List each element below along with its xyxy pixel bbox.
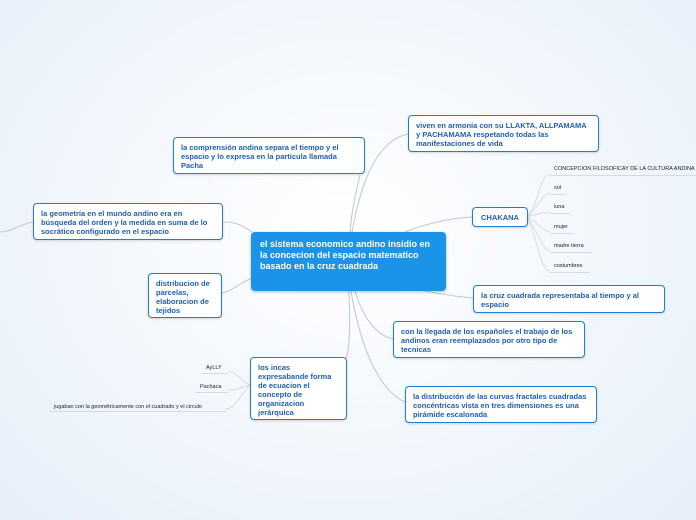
topic-distribucion-text: distribucion de parcelas, elaboracion de tejidos [156,279,210,315]
topic-cruz[interactable] [473,285,665,313]
topic-llakta-text: viven en armonía con su LLAKTA, ALLPAMAMA y PACHAMAMA respetando todas las manifestaciones de vida [416,121,587,148]
central-topic[interactable] [251,232,446,291]
topic-espanoles-text: con la llegada de los españoles el trabajo de los andinos eran reemplazados por otro tipo de tecnicas [401,327,573,354]
link-geometria-stub [0,222,33,232]
central-topic-text: el sistema economico andino insidio en la concecion del espacio matematico basado en la cruz cuadrada [260,239,431,271]
leaf-text: costumbres [554,263,583,269]
topic-comprension-text: la comprensión andina separa el tiempo y el espacio y lo expresa en la partícula llamada Pacha [181,143,339,170]
link-espanoles [355,291,393,339]
leaf-text: jugaban con la geométricamente con el cuadrado y el circulo [54,404,202,410]
leaf-text: madre tierra [554,243,584,249]
topic-fractales-text: la distribución de las curvas fractales cuadradas concéntricas vista en tres dimensiones es una pirámide escalonada [413,392,587,419]
chakana-leaf-concepcion[interactable] [554,166,695,175]
link-geometria [223,222,252,232]
chakana-leaf-mujer[interactable] [554,224,568,233]
topic-chakana[interactable] [472,207,528,227]
link-cruz [420,290,473,298]
chakana-leaf-costumbres[interactable] [554,263,582,272]
topic-incas-text: los incas expresabande forma de ecuacion el concepto de organizacion jerárquica [258,363,332,417]
topic-fractales[interactable] [405,386,597,423]
topic-distribucion[interactable] [148,273,222,318]
topic-chakana-text: CHAKANA [481,213,519,222]
chakana-leaf-sol[interactable] [554,185,561,194]
leaf-text: mujer [554,224,568,230]
topic-incas[interactable] [250,357,347,420]
leaf-text: AyLLY [206,365,222,371]
topic-cruz-text: la cruz cuadrada representaba al tiempo y al espacio [481,291,639,309]
chakana-leaf-luna[interactable] [554,204,564,213]
topic-geometria-text: la geometría en el mundo andino era en búsqueda del orden y la medida en suma de lo socrático configurado en el espacio [41,209,208,236]
leaf-text: CONCEPCION FILOSOFICAY DE LA CULTURA ANDINA [554,166,695,172]
leaf-text: sol [554,185,562,191]
chakana-leaf-madre-tierra[interactable] [554,243,584,252]
leaf-text: Pachaca [200,384,222,390]
link-distribucion [222,278,252,293]
leaf-text: luna [554,204,565,210]
topic-espanoles[interactable] [393,321,585,358]
link-incas [346,291,350,358]
link-chakana [405,217,472,232]
topic-geometria[interactable] [33,203,223,240]
topic-comprension[interactable] [173,137,365,174]
topic-llakta[interactable] [408,115,599,152]
